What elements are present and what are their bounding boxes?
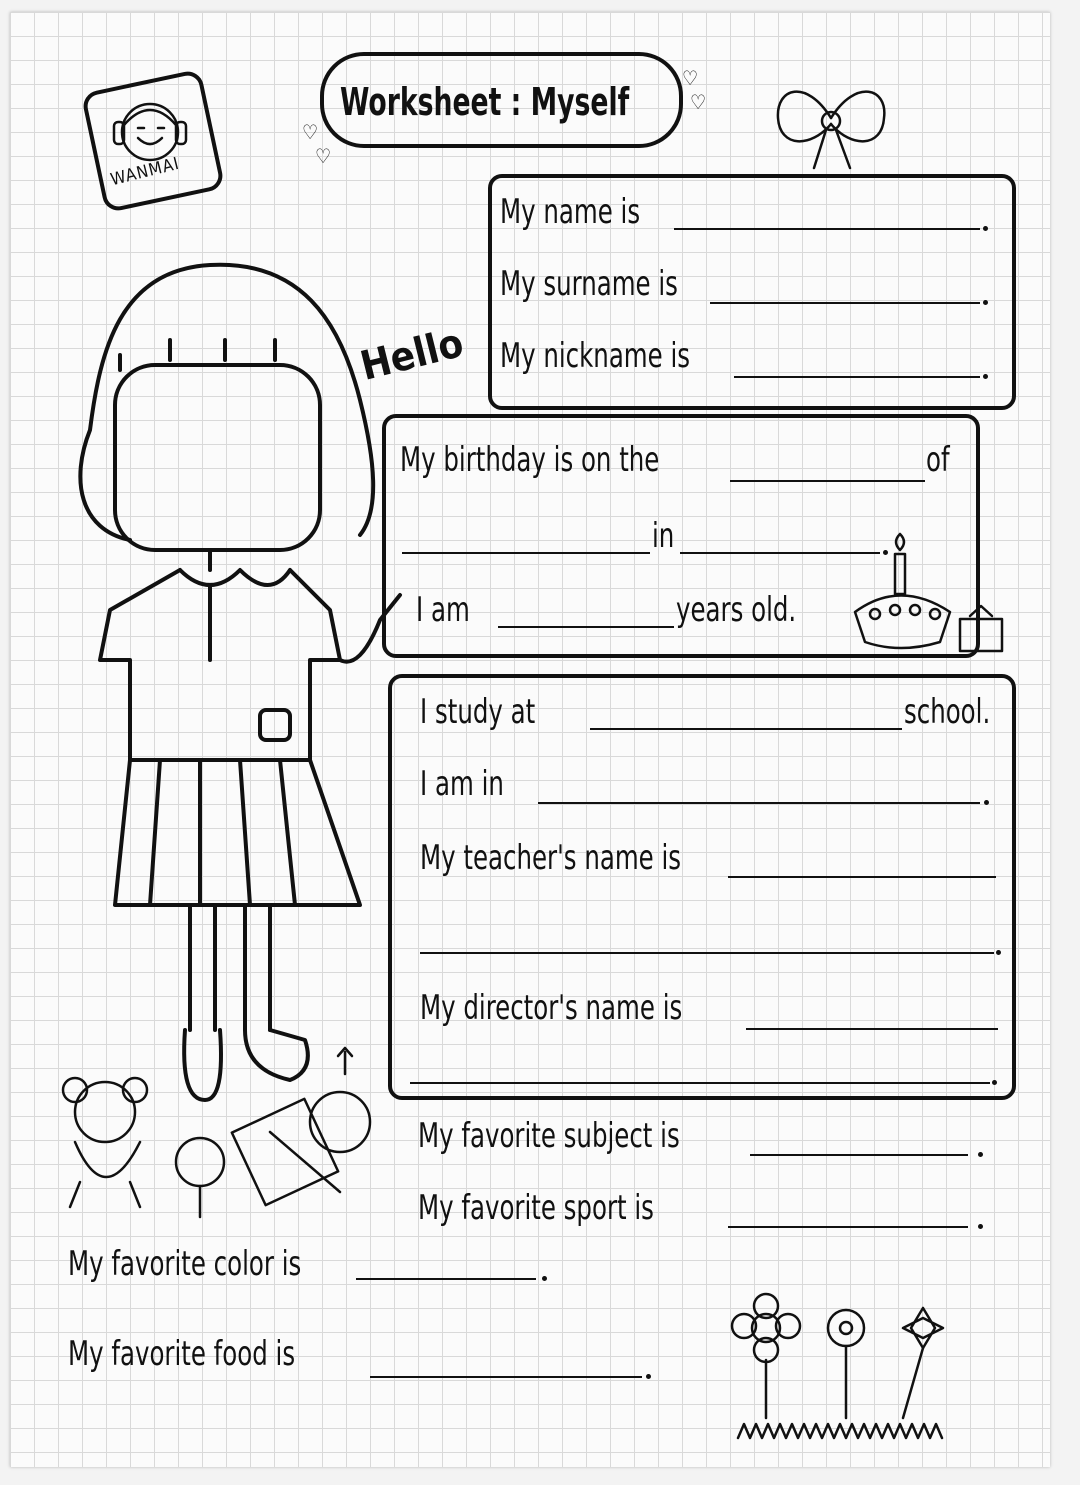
favorite-color-label: My favorite color is [68, 1244, 302, 1284]
surname-blank[interactable] [710, 302, 980, 304]
name-blank[interactable] [674, 228, 980, 230]
bow-icon [766, 68, 896, 178]
age-prefix: I am [416, 590, 470, 630]
flowers-illustration [718, 1288, 988, 1448]
favorite-subject-blank[interactable] [750, 1154, 968, 1156]
wanmai-logo [82, 70, 232, 220]
birthday-day-blank[interactable] [730, 480, 925, 482]
birthday-month-blank[interactable] [402, 552, 650, 554]
favorite-color-blank[interactable] [356, 1278, 536, 1280]
birthday-label: My birthday is on the [400, 440, 660, 480]
page-title: Worksheet : Myself [340, 80, 630, 124]
director-blank-2[interactable] [410, 1082, 990, 1084]
school-blank[interactable] [590, 728, 902, 730]
grade-blank[interactable] [538, 802, 980, 804]
heart-icon: ♡ [315, 144, 332, 168]
in-label: in [652, 516, 675, 556]
teacher-blank-2[interactable] [420, 952, 994, 954]
heart-icon: ♡ [302, 120, 319, 144]
teacher-blank-1[interactable] [728, 876, 996, 878]
favorite-sport-label: My favorite sport is [418, 1188, 654, 1228]
favorite-food-label: My favorite food is [68, 1334, 296, 1374]
surname-label: My surname is [500, 264, 678, 304]
worksheet-page [10, 12, 1050, 1467]
nickname-blank[interactable] [734, 376, 980, 378]
name-label: My name is [500, 192, 641, 232]
hello-text: Hello [355, 320, 468, 390]
favorite-sport-blank[interactable] [728, 1226, 968, 1228]
logo-text: WANMAI [108, 153, 182, 191]
toys-illustration [50, 1032, 390, 1232]
favorite-subject-label: My favorite subject is [418, 1116, 680, 1156]
favorite-food-blank[interactable] [370, 1376, 642, 1378]
grade-label: I am in [420, 764, 504, 804]
study-label: I study at [420, 692, 536, 732]
age-suffix: years old. [676, 590, 797, 630]
cake-icon [845, 524, 1015, 654]
director-blank-1[interactable] [746, 1028, 998, 1030]
age-blank[interactable] [498, 626, 674, 628]
heart-icon: ♡ [682, 66, 699, 90]
director-label: My director's name is [420, 988, 683, 1028]
teacher-label: My teacher's name is [420, 838, 682, 878]
girl-illustration [60, 240, 410, 1110]
heart-icon: ♡ [690, 90, 707, 114]
school-box [388, 674, 1016, 1100]
of-label: of [926, 440, 950, 480]
nickname-label: My nickname is [500, 336, 691, 376]
school-suffix: school. [904, 692, 991, 732]
